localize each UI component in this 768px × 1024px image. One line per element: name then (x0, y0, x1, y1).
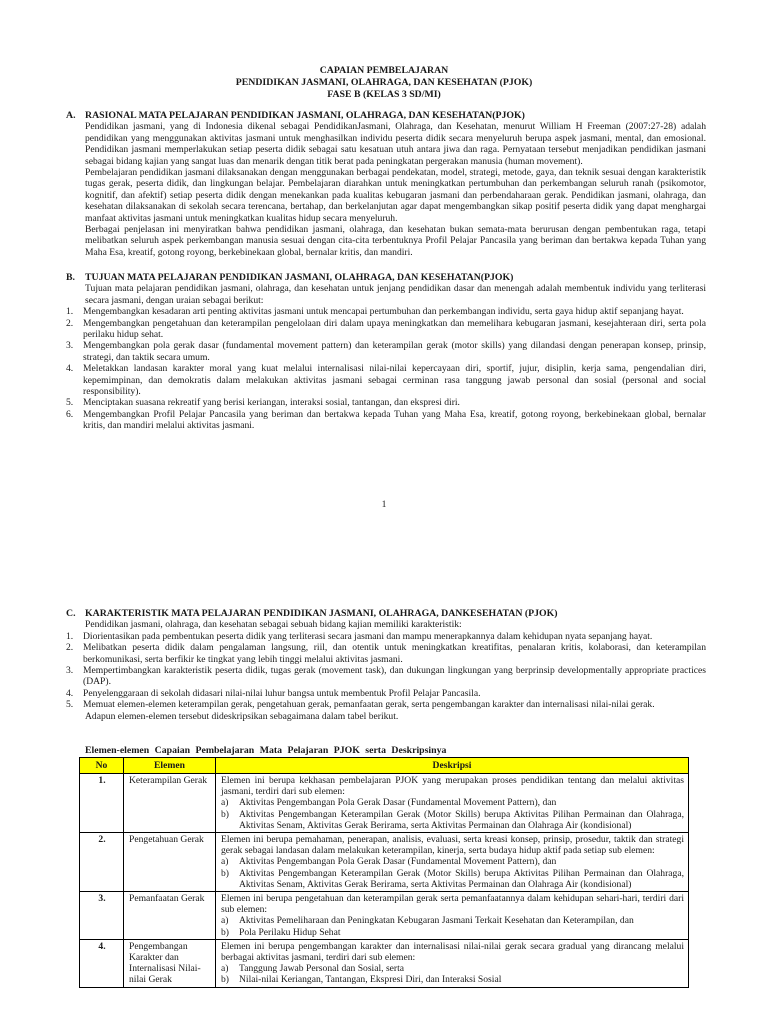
section-c-heading (66, 608, 706, 619)
section-c-closing (85, 711, 706, 722)
list-text: Diorientasikan pada pembentukan peserta didik yang terliterasi secara jasmani dan mampu menerapkannya dalam kehidupan nyata sepanjang hayat. (83, 630, 653, 642)
sub-text: Aktivitas Pengembangan Keterampilan Gerak (Motor Skills) berupa Aktivitas Pilihan Permainan dan Olahraga, Aktivitas Senam, Aktivitas Gerak Berirama, serta Aktivitas Permainan dan Olahraga Air (kondisional) (239, 867, 684, 890)
list-text: Menciptakan suasana rekreatif yang berisi keriangan, interaksi sosial, tantangan, dan ekspresi diri. (83, 397, 460, 409)
sub-marker: a) (221, 856, 229, 868)
list-text: Memuat elemen-elemen keterampilan gerak, pengetahuan gerak, pemanfaatan gerak, serta pengembangan karakter dan internalisasi nilai-nilai gerak. (83, 699, 655, 711)
section-letter: C. (66, 608, 76, 619)
table-row (80, 774, 689, 833)
section-c (66, 608, 706, 722)
paragraph: Berbagai penjelasan ini menyiratkan bahwa pendidikan jasmani, olahraga, dan kesehatan bukan semata-mata berurusan dengan pembentukan raga, tetapi melibatkan seluruh aspek perkembangan manusia sesuai dengan cita-cita terbentuknya Profil Pelajar Pancasila yang beriman dan bertakwa kepada Tuhan yang Maha Esa, kreatif, gotong royong, berkebinekaan global, bernalar kritis, dan mandiri. (85, 224, 706, 258)
list-number: 3. (66, 665, 74, 677)
title-line-2: PENDIDIKAN JASMANI, OLAHRAGA, DAN KESEHATAN (PJOK) (235, 76, 533, 88)
paragraph: Pembelajaran pendidikan jasmani dilaksanakan dengan menggunakan berbagai pendekatan, model, strategi, metode, gaya, dan teknik sesuai dengan karakteristik tugas gerak, peserta didik, dan lingkungan belajar. Pembelajaran diarahkan untuk meningkatkan pertumbuhan dan perkembangan seluruh ranah (psikomotor, kognitif, dan afektif) setiap peserta didik dengan menekankan pada kualitas kebugaran jasmani dan perbendaharaan gerak. Pendidikan jasmani, olahraga, dan kesehatan dilaksanakan di sekolah secara terencana, bertahap, dan berkelanjutan agar dapat mengembangkan sikap positif peserta didik yang dapat menghargai manfaat aktivitas jasmani untuk meningkatkan kualitas hidup secara menyeluruh. (85, 167, 706, 224)
description-intro: Elemen ini berupa pengetahuan dan keterampilan gerak serta pemanfaatannya dalam kehidupan sehari-hari, terdiri dari sub elemen: (221, 893, 684, 916)
paragraph: Pendidikan jasmani, olahraga, dan kesehatan sebagai sebuah bidang kajian memiliki karakteristik: (85, 619, 462, 631)
cell-elemen: Pemanfaatan Gerak (124, 892, 216, 940)
list-text: Mengembangkan kesadaran arti penting aktivitas jasmani untuk mencapai pertumbuhan dan perkembangan individu, serta gaya hidup aktif sepanjang hayat. (83, 306, 684, 318)
list-item (66, 306, 706, 317)
cell-elemen: Pengembangan Karakter dan Internalisasi Nilai-nilai Gerak (124, 939, 216, 987)
list-number: 5. (66, 397, 74, 409)
cell-no: 4. (80, 939, 124, 987)
sub-text: Aktivitas Pengembangan Pola Gerak Dasar (Fundamental Movement Pattern), dan (239, 797, 557, 809)
list-text: Meletakkan landasan karakter moral yang kuat melalui internalisasi nilai-nilai kepercayaan diri, sportif, jujur, disiplin, kerja sama, pengendalian diri, kepemimpinan, dan demokratis dalam melakukan aktivitas jasmani sebagai cerminan rasa tanggung jawab personal dan sosial (personal and social responsibility). (83, 363, 706, 398)
objectives-list (66, 306, 706, 431)
section-a-heading (66, 110, 706, 121)
section-a-body (85, 121, 706, 258)
list-item (66, 688, 706, 699)
list-item (66, 665, 706, 688)
cell-no: 1. (80, 774, 124, 833)
list-number: 3. (66, 340, 74, 352)
list-number: 1. (66, 630, 74, 642)
list-text: Mengembangkan pola gerak dasar (fundamental movement pattern) dan keterampilan gerak (motor skills) yang dilandasi dengan penerapan konsep, prinsip, strategi, dan taktik secara umum. (83, 340, 706, 363)
cell-deskripsi (216, 833, 689, 892)
elements-table (79, 757, 689, 988)
title-line-1: CAPAIAN PEMBELAJARAN (319, 65, 449, 76)
sub-text: Tanggung Jawab Personal dan Sosial, serta (239, 963, 405, 975)
section-b-heading (66, 272, 706, 283)
document-title (0, 65, 768, 100)
sub-text: Aktivitas Pemeliharaan dan Peningkatan Kebugaran Jasmani Terkait Kesehatan dan Keterampilan, dan (239, 915, 634, 927)
list-number: 6. (66, 408, 74, 420)
list-item (66, 642, 706, 665)
column-header-no: No (80, 758, 124, 774)
list-text: Mengembangkan Profil Pelajar Pancasila yang beriman dan bertakwa kepada Tuhan yang Maha Esa, kreatif, gotong royong, berkebinekaan global, bernalar kritis, dan mandiri melalui aktivitas jasmani. (83, 408, 706, 432)
paragraph: Pendidikan jasmani, yang di Indonesia dikenal sebagai PendidikanJasmani, Olahraga, dan Kesehatan, menurut William H Freeman (2007:27-28) adalah pendidikan yang menggunakan aktivitas jasmani untuk menghasilkan individu peserta didik secara menyeluruh berupa aspek jasmani, mental, dan emosional. Pendidikan jasmani memperlakukan setiap peserta didik sebagai satu kesatuan utuh antara jiwa dan raga. Pernyataan tersebut menjadikan pendidikan jasmani sebagai bidang kajian yang sangat luas dan menarik dengan titik berat pada peningkatan pergerakan manusia (human movement). (85, 121, 706, 167)
sub-marker: b) (221, 867, 229, 879)
sub-marker: a) (221, 915, 229, 927)
title-line-3: FASE B (KELAS 3 SD/MI) (327, 88, 441, 100)
list-number: 2. (66, 317, 74, 329)
cell-elemen: Pengetahuan Gerak (124, 833, 216, 892)
list-number: 1. (66, 306, 74, 318)
list-text: Penyelenggaraan di sekolah didasari nilai-nilai luhur bangsa untuk membentuk Profil Pelajar Pancasila. (83, 687, 481, 699)
table-row (80, 833, 689, 892)
sub-element (221, 974, 684, 985)
section-a (66, 110, 706, 258)
section-heading-text: RASIONAL MATA PELAJARAN PENDIDIKAN JASMANI, OLAHRAGA, DAN KESEHATAN(PJOK) (85, 110, 525, 121)
description-intro: Elemen ini berupa pemahaman, penerapan, analisis, evaluasi, serta kreasi konsep, prinsip, prosedur, taktik dan strategi gerak sebagai landasan dalam melakukan keterampilan, kinerja, serta budaya hidup aktif pada setiap sub elemen: (221, 834, 684, 857)
list-item (66, 363, 706, 397)
table-row (80, 892, 689, 940)
section-b (66, 272, 706, 432)
list-item (66, 397, 706, 408)
sub-marker: b) (221, 926, 229, 938)
sub-element (221, 809, 684, 831)
cell-deskripsi (216, 774, 689, 833)
sub-element (221, 868, 684, 890)
section-heading-text: TUJUAN MATA PELAJARAN PENDIDIKAN JASMANI, OLAHRAGA, DAN KESEHATAN(PJOK) (85, 272, 514, 283)
list-item (66, 631, 706, 642)
sub-element (221, 915, 684, 926)
table-header-row (80, 758, 689, 774)
list-item (66, 699, 706, 710)
list-number: 5. (66, 699, 74, 711)
list-text: Melibatkan peserta didik dalam pengalaman langsung, riil, dan otentik untuk meningkatkan kreatifitas, penalaran kritis, kolaborasi, dan keterampilan berkomunikasi, serta berfikir ke tingkat yang lebih tinggi melalui aktivitas jasmani. (83, 642, 706, 665)
sub-marker: b) (221, 808, 229, 820)
list-number: 2. (66, 642, 74, 654)
cell-no: 2. (80, 833, 124, 892)
sub-text: Aktivitas Pengembangan Keterampilan Gerak (Motor Skills) berupa Aktivitas Pilihan Permainan dan Olahraga, Aktivitas Senam, Aktivitas Gerak Berirama, serta Aktivitas Permainan dan Olahraga Air (kondisional) (239, 808, 684, 831)
sub-text: Nilai-nilai Keriangan, Tantangan, Ekspresi Diri, dan Interaksi Sosial (239, 974, 502, 986)
section-letter: B. (66, 272, 75, 283)
characteristics-list (66, 631, 706, 711)
list-text: Mengembangkan pengetahuan dan keterampilan pengelolaan diri dalam upaya meningkatkan dan memelihara kebugaran jasmani, kesejahteraan diri, serta pola perilaku hidup sehat. (83, 317, 706, 341)
list-item (66, 340, 706, 363)
section-b-body (85, 283, 706, 306)
cell-elemen: Keterampilan Gerak (124, 774, 216, 833)
list-item (66, 318, 706, 341)
list-number: 4. (66, 363, 74, 375)
list-number: 4. (66, 687, 74, 699)
section-c-body (85, 619, 706, 630)
column-header-deskripsi: Deskripsi (216, 758, 689, 774)
description-intro: Elemen ini berupa pengembangan karakter dan internalisasi nilai-nilai gerak secara gradual yang dirancang melalui berbagai aktivitas jasmani, terdiri dari sub elemen: (221, 940, 684, 964)
cell-no: 3. (80, 892, 124, 940)
table-title: Elemen-elemen Capaian Pembelajaran Mata Pelajaran PJOK serta Deskripsinya (85, 745, 447, 756)
sub-element (221, 927, 684, 938)
section-letter: A. (66, 110, 76, 121)
sub-text: Pola Perilaku Hidup Sehat (239, 926, 341, 938)
page-number: 1 (381, 499, 387, 510)
paragraph: Adapun elemen-elemen tersebut dideskripsikan sebagaimana dalam tabel berikut. (85, 710, 399, 722)
list-text: Mempertimbangkan karakteristik peserta didik, tugas gerak (movement task), dan dukungan lingkungan yang berprinsip developmentally appropriate practices (DAP). (83, 665, 706, 688)
sub-marker: a) (221, 797, 229, 809)
sub-text: Aktivitas Pengembangan Pola Gerak Dasar (Fundamental Movement Pattern), dan (239, 856, 557, 868)
cell-deskripsi (216, 939, 689, 987)
table-row (80, 939, 689, 987)
description-intro: Elemen ini berupa kekhasan pembelajaran PJOK yang merupakan proses pendidikan tentang dan melalui aktivitas jasmani, terdiri dari sub elemen: (221, 775, 684, 798)
cell-deskripsi (216, 892, 689, 940)
section-heading-text: KARAKTERISTIK MATA PELAJARAN PENDIDIKAN JASMANI, OLAHRAGA, DANKESEHATAN (PJOK) (85, 608, 558, 619)
sub-marker: b) (221, 974, 229, 986)
list-item (66, 409, 706, 432)
sub-element (221, 963, 684, 974)
sub-marker: a) (221, 963, 229, 975)
sub-element (221, 856, 684, 867)
sub-element (221, 797, 684, 808)
column-header-elemen: Elemen (124, 758, 216, 774)
paragraph: Tujuan mata pelajaran pendidikan jasmani, olahraga, dan kesehatan untuk jenjang pendidikan dasar dan menengah adalah membentuk individu yang terliterasi secara jasmani, dengan uraian sebagai berikut: (85, 283, 706, 306)
